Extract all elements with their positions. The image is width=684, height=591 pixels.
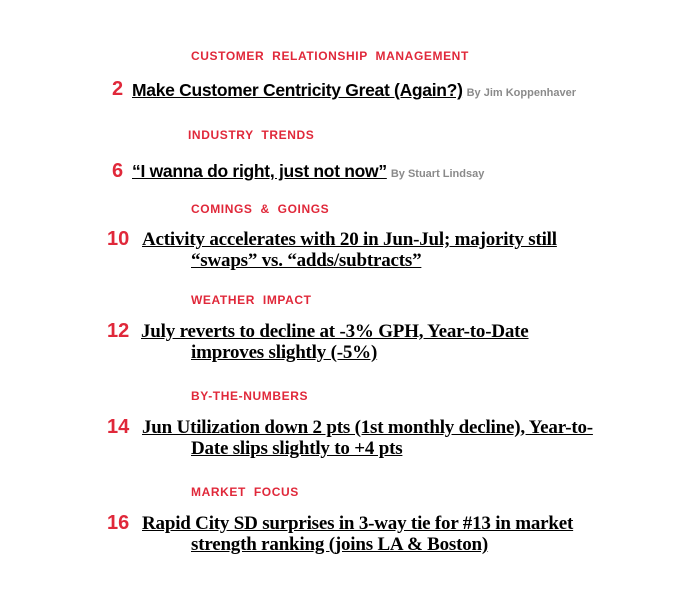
section-heading-comings-goings: COMINGS & GOINGS (191, 202, 330, 216)
article-title-link[interactable] (132, 161, 484, 182)
article-byline: By Stuart Lindsay (390, 168, 485, 180)
page-number: 16 (107, 512, 130, 534)
article-title-line1[interactable]: Activity accelerates with 20 in Jun-Jul; majority still (142, 229, 557, 250)
page-number: 12 (107, 320, 130, 342)
article-title-line2[interactable]: “swaps” vs. “adds/subtracts” (191, 250, 422, 271)
article-title-line1[interactable]: July reverts to decline at -3% GPH, Year-to-Date (141, 321, 529, 342)
article-title[interactable]: “I wanna do right, just not now” (132, 161, 387, 181)
section-heading-by-the-numbers: BY-THE-NUMBERS (191, 389, 309, 403)
section-heading-crm: CUSTOMER RELATIONSHIP MANAGEMENT (191, 49, 469, 63)
article-title[interactable]: Make Customer Centricity Great (Again?) (132, 80, 463, 100)
page-number: 6 (112, 160, 124, 182)
article-title-line2[interactable]: Date slips slightly to +4 pts (191, 438, 403, 459)
page-number: 2 (112, 78, 124, 100)
article-title-line2[interactable]: strength ranking (joins LA & Boston) (191, 534, 489, 555)
article-byline: By Jim Koppenhaver (466, 87, 577, 99)
section-heading-weather-impact: WEATHER IMPACT (191, 293, 312, 307)
page-number: 14 (107, 416, 130, 438)
article-title-line1[interactable]: Jun Utilization down 2 pts (1st monthly decline), Year-to- (142, 417, 593, 438)
section-heading-industry-trends: INDUSTRY TRENDS (188, 128, 315, 142)
article-title-line2[interactable]: improves slightly (-5%) (191, 342, 378, 363)
section-heading-market-focus: MARKET FOCUS (191, 485, 299, 499)
article-title-line1[interactable]: Rapid City SD surprises in 3-way tie for #13 in market (142, 513, 574, 534)
page-number: 10 (107, 228, 130, 250)
article-title-link[interactable] (132, 80, 576, 101)
